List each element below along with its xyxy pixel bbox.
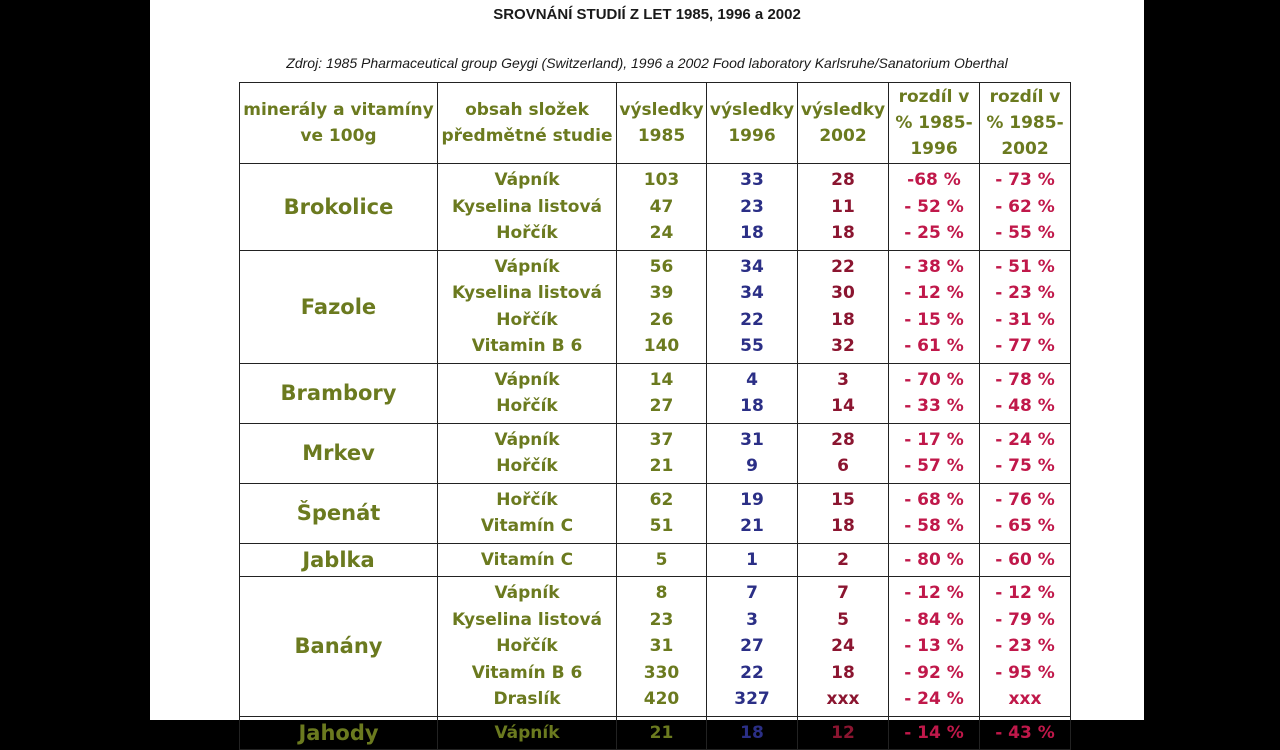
diff-1985-1996: - 80 %	[904, 549, 964, 570]
diff-1985-2002: - 79 %	[995, 609, 1055, 630]
diff-1985-1996-cell	[889, 423, 980, 483]
component-name: Hořčík	[496, 489, 558, 510]
diff-1985-1996-cell	[889, 164, 980, 251]
value-1985: 21	[649, 456, 674, 476]
table-row	[240, 716, 1071, 750]
diff-1985-1996: - 13 %	[904, 636, 964, 656]
diff-1985-2002: - 24 %	[995, 429, 1055, 450]
diff-1985-2002: - 23 %	[995, 636, 1055, 656]
component-name: Kyselina listová	[451, 283, 603, 303]
diff-1985-1996: - 58 %	[904, 516, 964, 536]
value-2002: 28	[831, 170, 855, 190]
food-name: Banány	[240, 577, 438, 717]
diff-1985-2002: - 60 %	[995, 549, 1055, 570]
value-1996: 22	[740, 309, 764, 330]
value-1985: 103	[643, 170, 680, 190]
source-note: Zdroj: 1985 Pharmaceutical group Geygi (Switzerland), 1996 a 2002 Food laboratory Karlsruhe/Sanatorium Oberthal	[286, 55, 1008, 71]
table-row	[240, 483, 1071, 543]
component-name: Hořčík	[496, 223, 558, 243]
component-name: Vápník	[494, 722, 560, 743]
value-2002: 15	[831, 489, 855, 510]
food-name: Fazole	[240, 250, 438, 363]
value-1985-cell	[617, 483, 707, 543]
diff-1985-2002: - 75 %	[995, 456, 1055, 476]
diff-1985-2002-cell	[980, 543, 1071, 577]
value-2002: 7	[837, 583, 849, 603]
value-1996: 4	[746, 369, 758, 390]
value-2002: 11	[831, 196, 855, 217]
value-2002: 2	[837, 549, 849, 570]
header-diff-2002: rozdíl v % 1985- 2002	[980, 83, 1071, 164]
diff-1985-2002: xxx	[1008, 689, 1042, 709]
component-name: Vápník	[494, 256, 560, 277]
diff-1985-1996: - 25 %	[904, 223, 964, 243]
value-2002: 18	[831, 516, 855, 536]
value-1996-cell	[707, 164, 798, 251]
component-name: Hořčík	[496, 456, 558, 476]
table-row	[240, 577, 1071, 717]
diff-1985-2002: - 43 %	[995, 722, 1055, 743]
value-1996: 9	[746, 456, 758, 476]
header-1996: výsledky 1996	[707, 83, 798, 164]
page-title: SROVNÁNÍ STUDIÍ Z LET 1985, 1996 a 2002	[493, 6, 801, 23]
value-1996: 22	[740, 662, 764, 683]
header-minerals: minerály a vitamíny ve 100g	[240, 83, 438, 164]
component-name: Vitamin B 6	[471, 336, 583, 356]
header-1985: výsledky 1985	[617, 83, 707, 164]
diff-1985-1996: - 17 %	[904, 429, 964, 450]
diff-1985-2002-cell	[980, 716, 1071, 750]
value-1996-cell	[707, 250, 798, 363]
value-1996-cell	[707, 363, 798, 423]
value-1985-cell	[617, 250, 707, 363]
table-row	[240, 423, 1071, 483]
component-name: Kyselina listová	[451, 196, 603, 217]
component-name-cell	[438, 363, 617, 423]
diff-1985-1996-cell	[889, 577, 980, 717]
table-row	[240, 164, 1071, 251]
value-2002: 30	[831, 283, 855, 303]
diff-1985-2002: - 95 %	[995, 662, 1055, 683]
value-1996: 34	[740, 256, 764, 277]
value-1985: 51	[649, 516, 674, 536]
diff-1985-2002: - 65 %	[995, 516, 1055, 536]
diff-1985-1996-cell	[889, 483, 980, 543]
diff-1985-2002: - 76 %	[995, 489, 1055, 510]
value-1985-cell	[617, 363, 707, 423]
diff-1985-2002: - 55 %	[995, 223, 1055, 243]
food-name: Brambory	[240, 363, 438, 423]
value-1996: 19	[740, 489, 764, 510]
diff-1985-1996-cell	[889, 363, 980, 423]
value-1996: 3	[746, 609, 758, 630]
diff-1985-2002: - 48 %	[995, 396, 1055, 416]
component-name: Vápník	[494, 369, 560, 390]
value-1985-cell	[617, 423, 707, 483]
food-name: Jablka	[240, 543, 438, 577]
diff-1985-1996: - 33 %	[904, 396, 964, 416]
diff-1985-1996: - 15 %	[904, 309, 964, 330]
diff-1985-1996: - 68 %	[904, 489, 964, 510]
component-name-cell	[438, 164, 617, 251]
component-name-cell	[438, 577, 617, 717]
value-2002: 24	[831, 636, 855, 656]
value-2002: 18	[831, 662, 855, 683]
component-name: Hořčík	[496, 396, 558, 416]
diff-1985-2002-cell	[980, 164, 1071, 251]
header-2002: výsledky 2002	[798, 83, 889, 164]
diff-1985-2002-cell	[980, 483, 1071, 543]
value-1996: 21	[740, 516, 764, 536]
value-1996: 18	[740, 722, 764, 743]
diff-1985-1996: - 61 %	[904, 336, 964, 356]
value-1985: 62	[649, 489, 674, 510]
component-name-cell	[438, 716, 617, 750]
diff-1985-2002: - 23 %	[995, 283, 1055, 303]
diff-1985-1996-cell	[889, 716, 980, 750]
value-1985: 24	[649, 223, 674, 243]
component-name: Hořčík	[496, 636, 558, 656]
component-name: Draslík	[493, 689, 561, 709]
header-components: obsah složek předmětné studie	[438, 83, 617, 164]
diff-1985-2002: - 77 %	[995, 336, 1055, 356]
value-1985: 8	[655, 583, 668, 603]
value-1985: 420	[643, 689, 680, 709]
value-1996: 7	[746, 583, 758, 603]
value-2002: 22	[831, 256, 855, 277]
component-name: Vápník	[494, 170, 560, 190]
diff-1985-2002-cell	[980, 363, 1071, 423]
value-1985: 31	[649, 636, 674, 656]
component-name: Vápník	[494, 583, 560, 603]
diff-1985-2002: - 51 %	[995, 256, 1055, 277]
value-2002: 6	[837, 456, 849, 476]
component-name: Vitamín C	[480, 516, 574, 536]
value-2002-cell	[798, 716, 889, 750]
value-1985: 26	[649, 309, 674, 330]
value-1996-cell	[707, 423, 798, 483]
diff-1985-1996: - 12 %	[904, 283, 964, 303]
diff-1985-1996: - 24 %	[904, 689, 964, 709]
table-row	[240, 363, 1071, 423]
value-1985-cell	[617, 716, 707, 750]
value-2002: 18	[831, 309, 855, 330]
diff-1985-2002: - 78 %	[995, 369, 1055, 390]
component-name: Vápník	[494, 429, 560, 450]
value-1996: 27	[740, 636, 764, 656]
value-2002-cell	[798, 363, 889, 423]
value-2002: 32	[831, 336, 855, 356]
value-1996: 18	[740, 223, 764, 243]
diff-1985-2002-cell	[980, 577, 1071, 717]
component-name-cell	[438, 543, 617, 577]
value-1996: 31	[740, 429, 764, 450]
value-1985-cell	[617, 164, 707, 251]
value-2002: xxx	[826, 689, 860, 709]
value-1996: 327	[734, 689, 770, 709]
value-1985: 21	[649, 722, 674, 743]
diff-1985-2002: - 12 %	[995, 583, 1055, 603]
table-row	[240, 543, 1071, 577]
value-2002: 12	[831, 722, 855, 743]
value-1985: 14	[649, 369, 674, 390]
value-2002: 18	[831, 223, 855, 243]
diff-1985-1996: - 70 %	[904, 369, 964, 390]
value-2002-cell	[798, 423, 889, 483]
diff-1985-1996-cell	[889, 250, 980, 363]
comparison-table	[239, 82, 1071, 750]
diff-1985-1996: - 38 %	[904, 256, 964, 277]
value-1996-cell	[707, 716, 798, 750]
component-name: Vitamín C	[480, 549, 574, 570]
value-1996: 33	[740, 170, 764, 190]
food-name: Špenát	[240, 483, 438, 543]
value-1985: 330	[643, 662, 680, 683]
component-name-cell	[438, 250, 617, 363]
value-1996: 18	[740, 396, 764, 416]
value-2002-cell	[798, 577, 889, 717]
value-1985-cell	[617, 577, 707, 717]
value-1985: 27	[649, 396, 674, 416]
value-2002-cell	[798, 164, 889, 251]
value-1996: 1	[746, 549, 758, 570]
value-2002-cell	[798, 543, 889, 577]
value-1996: 23	[740, 196, 764, 217]
value-2002-cell	[798, 250, 889, 363]
component-name: Hořčík	[496, 309, 558, 330]
table-row	[240, 250, 1071, 363]
value-2002: 28	[831, 429, 855, 450]
diff-1985-2002-cell	[980, 423, 1071, 483]
value-2002: 14	[831, 396, 855, 416]
document-page	[150, 0, 1144, 745]
value-1985: 39	[649, 283, 674, 303]
component-name: Vitamín B 6	[471, 662, 583, 683]
food-name: Mrkev	[240, 423, 438, 483]
diff-1985-1996: - 14 %	[904, 722, 964, 743]
diff-1985-2002-cell	[980, 250, 1071, 363]
value-2002: 3	[837, 369, 849, 390]
value-1985: 140	[643, 336, 680, 356]
diff-1985-2002: - 73 %	[995, 170, 1055, 190]
value-1985: 37	[649, 429, 674, 450]
diff-1985-1996: - 52 %	[904, 196, 964, 217]
table-header-row	[240, 83, 1071, 164]
value-1996: 55	[740, 336, 764, 356]
diff-1985-1996: - 57 %	[904, 456, 964, 476]
component-name-cell	[438, 423, 617, 483]
value-1985: 5	[655, 549, 668, 570]
diff-1985-1996-cell	[889, 543, 980, 577]
component-name: Kyselina listová	[451, 609, 603, 630]
diff-1985-2002: - 31 %	[995, 309, 1055, 330]
food-name: Brokolice	[240, 164, 438, 251]
component-name-cell	[438, 483, 617, 543]
value-1996: 34	[740, 283, 764, 303]
value-1996-cell	[707, 577, 798, 717]
value-1985: 23	[649, 609, 674, 630]
diff-1985-1996: -68 %	[907, 170, 961, 190]
diff-1985-2002: - 62 %	[995, 196, 1055, 217]
value-1996-cell	[707, 483, 798, 543]
value-2002-cell	[798, 483, 889, 543]
diff-1985-1996: - 12 %	[904, 583, 964, 603]
header-diff-1996: rozdíl v % 1985- 1996	[889, 83, 980, 164]
value-2002: 5	[837, 609, 849, 630]
diff-1985-1996: - 84 %	[904, 609, 964, 630]
diff-1985-1996: - 92 %	[904, 662, 964, 683]
food-name: Jahody	[240, 716, 438, 750]
value-1996-cell	[707, 543, 798, 577]
value-1985: 56	[649, 256, 674, 277]
value-1985: 47	[649, 196, 674, 217]
value-1985-cell	[617, 543, 707, 577]
